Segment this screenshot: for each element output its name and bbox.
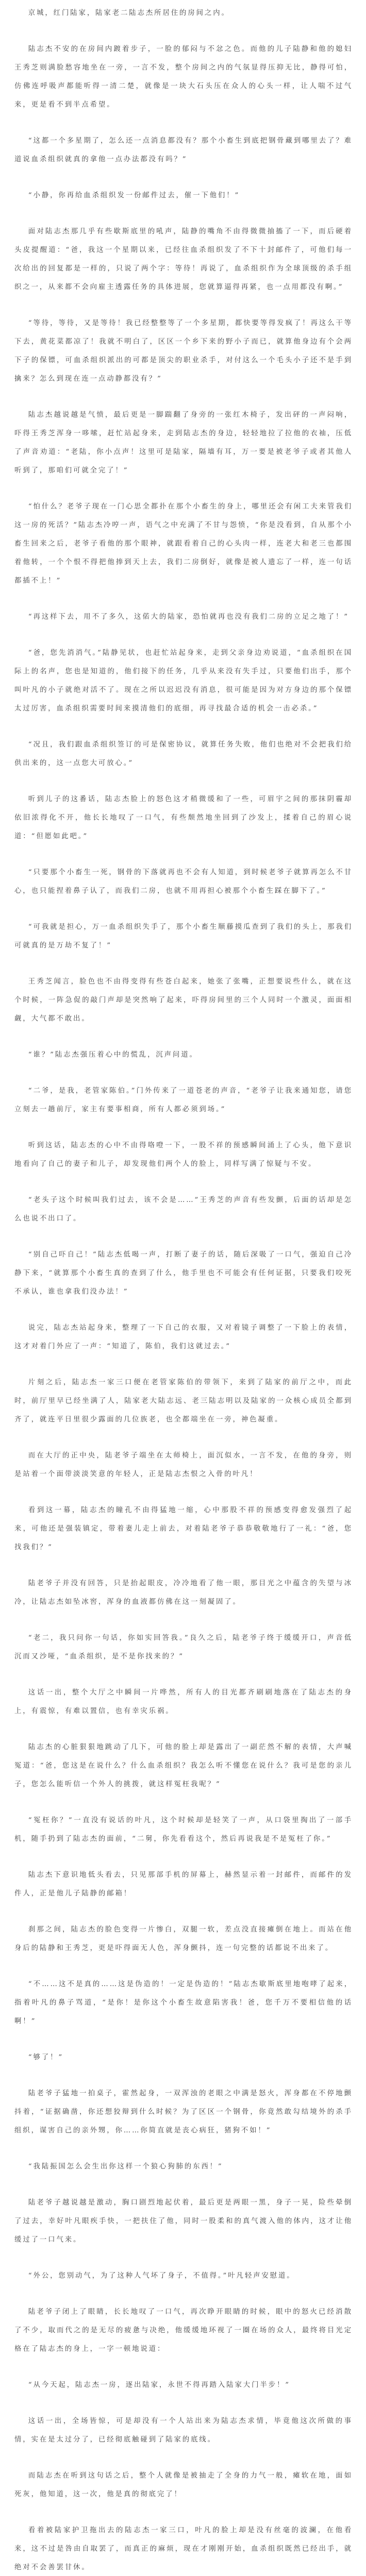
paragraph: “别自己吓自己！”陆志杰低喝一声，打断了妻子的话，随后深吸了一口气，强迫自己冷静下来，“就算那个小畜生真的查到了什么，他手里也不可能会有任何证据，只要我们咬死不承认，谁也拿我们没办法！” xyxy=(14,1251,353,1296)
paragraph: “老头子这个时候叫我们过去，该不会是……”王秀芝的声音有些发颤，后面的话却是怎么也说不出口了。 xyxy=(14,1196,353,1223)
paragraph: 陆志杰不安的在房间内踱着步子，一脸的郁闷与不忿之色。而他的儿子陆静和他的媳妇王秀芝则满脸愁容地坐在一旁，一言不发，整个房间之内的气氛显得压抑无比，静得可怕，仿佛连呼吸声都能听得一清二楚，就像是一块大石头压在众人的心头一样，让人喘不过气来，更是看不到半点希望。 xyxy=(14,45,353,109)
paragraph: “冤枉你？”一直没有说话的叶凡，这个时候却是轻笑了一声，从口袋里掏出了一部手机，随手扔到了陆志杰的面前，“二舅，你先看看这个，然后再说我是不是冤枉了你。” xyxy=(14,1817,353,1843)
paragraph: 看着被陆家护卫拖出去的陆志杰一家三口，叶凡的脸上却是没有丝毫的波澜，在他看来，这不过是咎由自取罢了，而真正的麻烦，现在才刚刚开始，血杀组织既然已经出手，就绝对不会善罢甘休。 xyxy=(14,2527,353,2571)
paragraph: 陆志杰的心脏狠狠地跳动了几下，可他的脸上却是露出了一副茫然不解的表情，大声喊冤道：“爸，您这是在说什么？什么血杀组织？我怎么听不懂您在说什么？我可是您的亲儿子，您怎么能听信一个外人的挑拨，就这样冤枉我呢？” xyxy=(14,1743,353,1788)
paragraph: “老二，我只问你一句话，你如实回答我。”良久之后，陆老爷子终于缓缓开口，声音低沉而又沙哑，“血杀组织，是不是你找来的？” xyxy=(14,1634,353,1660)
paragraph: “再这样下去，用不了多久，这偌大的陆家，恐怕就再也没有我们二房的立足之地了！” xyxy=(28,613,350,621)
paragraph: 这话一出，全场皆惊，可是却没有一个人站出来为陆志杰求情，毕竟他这次所做的事情，实在是太过分了，已经彻底触碰到了陆家的底线。 xyxy=(14,2417,353,2444)
paragraph: 王秀芝闻言，脸色也不由得变得有些苍白起来，她张了张嘴，正想要说些什么，就在这个时候，一阵急促的敲门声却是突然响了起来，吓得房间里的三个人同时一个激灵，面面相觑，大气都不敢出。 xyxy=(14,978,353,1023)
paragraph: “只要那个小畜生一死，钢骨的下落就再也不会有人知道，到时候老爷子就算再怎么不甘心，也只能捏着鼻子认了，而我们二房，也就不用再担心被那个小畜生踩在脚下了。” xyxy=(14,869,353,895)
paragraph: 面对陆志杰那几乎有些歇斯底里的吼声，陆静的嘴角不由得微微抽搐了一下，而后硬着头皮提醒道：“爸，我这一个星期以来，已经往血杀组织发了不下十封邮件了，可他们每一次给出的回复都是一样的，只说了两个字：等待！再说了，血杀组织作为全球顶级的杀手组织之一，从来都不会向雇主透露任务的具体进展，您就算逼得再紧，也一点用都没有啊。” xyxy=(14,228,353,291)
paragraph: 片刻之后，陆志杰一家三口便在老管家陈伯的带领下，来到了陆家的前厅之中，而此时，前厅里早已经坐满了人，陆家老大陆志远、老三陆志明以及陆家的一众核心成员全都到齐了，就连平日里很少露面的几位族老，也全都端坐在一旁，神色凝重。 xyxy=(14,1379,353,1423)
paragraph: 而在大厅的正中央，陆老爷子端坐在太师椅上，面沉似水，一言不发，在他的身旁，则是站着一个面带淡淡笑意的年轻人，正是陆志杰恨之入骨的叶凡！ xyxy=(14,1452,353,1478)
paragraph: 听到儿子的这番话，陆志杰脸上的怒色这才稍微缓和了一些，可眉宇之间的那抹阴霾却依旧浓得化不开，他长长地叹了一口气，有些颓然地坐回到了沙发上，揉着自己的眉心说道：“但愿如此吧。” xyxy=(14,795,353,840)
paragraph: “不……这不是真的……这是伪造的！一定是伪造的！”陆志杰歇斯底里地咆哮了起来，指着叶凡的鼻子骂道，“是你！是你这个小畜生故意陷害我！爸，您千万不要相信他的话啊！” xyxy=(14,1980,353,2025)
paragraph: 而陆志杰在听到这句话之后，整个人就像是被抽走了全身的力气一般，瘫软在地，面如死灰，他知道，这一次，他是真的彻底完了！ xyxy=(14,2472,353,2498)
paragraph: “况且，我们跟血杀组织签订的可是保密协议，就算任务失败，他们也绝对不会把我们给供出来的，这一点您大可放心。” xyxy=(14,741,353,767)
paragraph: 刹那之间，陆志杰的脸色变得一片惨白，双腿一软，差点没直接瘫倒在地上。而站在他身后的陆静和王秀芝，更是吓得面无人色，浑身颤抖，连一句完整的话都说不出来了。 xyxy=(14,1926,353,1952)
paragraph: “二爷，是我，老管家陈伯。”门外传来了一道苍老的声音，“老爷子让我来通知您，请您立刻去一趟前厅，家主有要事相商，所有人都必须到场。” xyxy=(14,1087,353,1113)
paragraph: 这话一出，整个大厅之中瞬间一片哗然，所有人的目光都齐刷刷地落在了陆志杰的身上，有震惊，有难以置信，也有幸灾乐祸。 xyxy=(14,1689,353,1715)
paragraph: “爸，您先消消气。”陆静见状，也赶忙站起身来，走到父亲身边劝说道，“血杀组织在国际上的名声，您也是知道的，他们接下的任务，几乎从来没有失手过，只要他们出手，那个叫叶凡的小子就绝对活不了。现在之所以迟迟没有消息，很可能是因为对方身边的那个保镖太过厉害，血杀组织需要时间来摸清他们的底细，再寻找最合适的机会一击必杀。” xyxy=(14,649,353,713)
paragraph: “这都一个多星期了，怎么还一点消息都没有？那个小畜生到底把钢骨藏到哪里去了？难道说血杀组织就真的拿他一点办法都没有吗？” xyxy=(14,137,353,163)
paragraph: 说完，陆志杰站起身来，整理了一下自己的衣服，又对着镜子调整了一下脸上的表情，这才对着门外应了一声：“知道了，陈伯，我们这就过去。” xyxy=(14,1324,353,1350)
paragraph: “小静，你再给血杀组织发一份邮件过去，催一下他们！” xyxy=(28,192,240,199)
paragraph: “够了！” xyxy=(28,2054,64,2061)
paragraph: “我陆振国怎么会生出你这样一个狼心狗肺的东西！” xyxy=(28,2163,223,2171)
paragraph: 陆志杰下意识地低头看去，只见那部手机的屏幕上，赫然显示着一封邮件，而邮件的发件人，正是他儿子陆静的邮箱！ xyxy=(14,1871,353,1897)
paragraph: “怕什么？老爷子现在一门心思全都扑在那个小畜生的身上，哪里还会有闲工夫来管我们这一房的死活？”陆志杰冷哼一声，语气之中充满了不甘与怨愤，“你是没看到，自从那个小畜生回来之后，老爷子看他的那个眼神，就跟看着自己的心头肉一样，连老大和老三也都围着他转，一个个恨不得把他捧到天上去，我们二房倒好，就像是被人遗忘了一样，连一句话都插不上！” xyxy=(14,503,353,585)
paragraph: 看到这一幕，陆志杰的瞳孔不由得猛地一缩，心中那股不祥的预感变得愈发强烈了起来，可他还是强装镇定，带着妻儿走上前去，对着陆老爷子恭恭敬敬地行了一礼：“爸，您找我们？” xyxy=(14,1506,353,1551)
paragraph: 陆老爷子越说越是激动，胸口剧烈地起伏着，最后更是两眼一黑，身子一晃，险些晕倒了过去，幸好叶凡眼疾手快，一把扶住了他，同时一股柔和的真气渡入他的体内，这才让他缓过了一口气来。 xyxy=(14,2199,353,2244)
paragraph: 陆老爷子并没有回答，只是抬起眼皮，冷冷地看了他一眼，那目光之中蕴含的失望与冰冷，让陆志杰如坠冰窖，浑身的血液都仿佛在这一刻凝固了。 xyxy=(14,1580,353,1606)
paragraph: 陆老爷子猛地一拍桌子，霍然起身，一双浑浊的老眼之中满是怒火，浑身都在不停地颤抖着，“证据确凿，你还想狡辩到什么时候？为了区区一个钢骨，你竟然敢勾结境外的杀手组织，谋害自己的亲外甥，你……你简直就是丧心病狂，猪狗不如！” xyxy=(14,2090,353,2134)
paragraph: “可我就是担心，万一血杀组织失手了，那个小畜生顺藤摸瓜查到了我们的头上，那我们可就真的是万劫不复了！” xyxy=(14,923,353,950)
paragraph: “谁？”陆志杰强压着心中的慌乱，沉声问道。 xyxy=(28,1051,198,1059)
paragraph: 京城，红门陆家，陆家老二陆志杰所居住的房间之内。 xyxy=(28,9,230,17)
paragraph: 听到这话，陆志杰的心中不由得咯噔一下，一股不祥的预感瞬间涌上了心头，他下意识地看向了自己的妻子和儿子，却发现他们两个人的脸上，同样写满了惊疑与不安。 xyxy=(14,1142,353,1168)
paragraph: 陆志杰越说越是气愤，最后更是一脚踹翻了身旁的一张红木椅子，发出砰的一声闷响，吓得王秀芝浑身一哆嗦，赶忙站起身来，走到陆志杰的身边，轻轻地拉了拉他的衣袖，压低了声音劝道：“老陆，你小点声！这里可是陆家，隔墙有耳，万一要是被老爷子或者其他人听到了，那咱们可就全完了！” xyxy=(14,411,353,474)
paragraph: “等待，等待，又是等待！我已经整整等了一个多星期，都快要等得发疯了！再这么干等下去，黄花菜都凉了！我就不明白了，区区一个乡下来的野小子而已，就算他身边有个会两下子的保镖，可血杀组织派出的可都是顶尖的职业杀手，对付这么一个毛头小子还不是手到擒来？怎么到现在连一点动静都没有？” xyxy=(14,319,353,383)
paragraph: “从今天起，陆志杰一房，逐出陆家，永世不得再踏入陆家大门半步！” xyxy=(28,2381,291,2389)
article-body xyxy=(14,4,353,2576)
paragraph: “外公，您别动气，为了这种人气坏了身子，不值得。”叶凡轻声安慰道。 xyxy=(28,2272,295,2280)
paragraph: 陆老爷子闭上了眼睛，长长地叹了一口气，再次睁开眼睛的时候，眼中的怒火已经消散了不少，取而代之的是无尽的疲惫与决绝，他缓缓地环视了一圈在场的众人，最终将目光定格在了陆志杰的身上，一字一顿地说道： xyxy=(14,2308,353,2353)
